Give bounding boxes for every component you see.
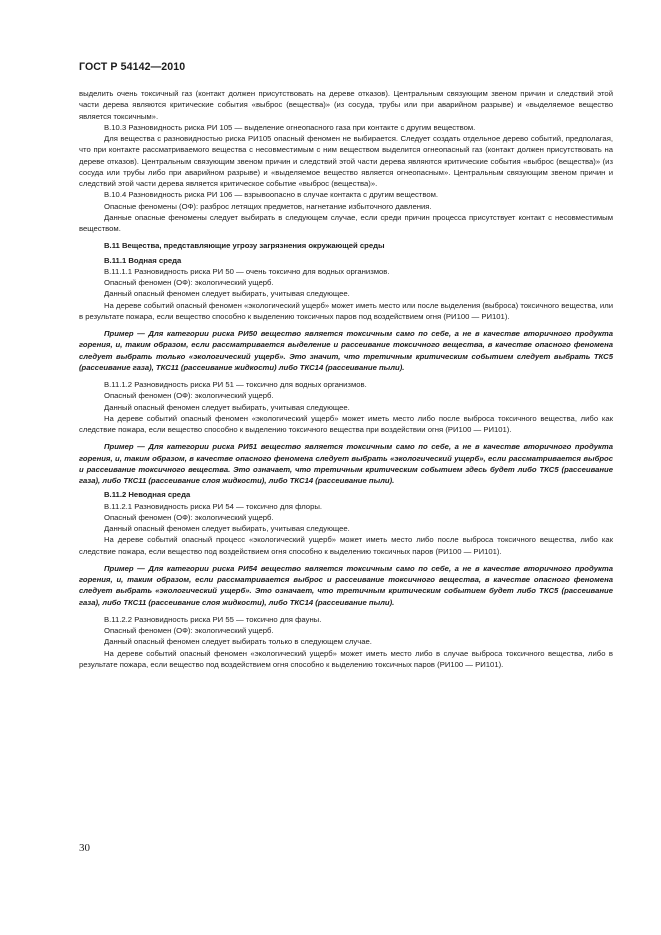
paragraph: В.11.1.2 Разновидность риска РИ 51 — токсично для водных организмов.	[104, 380, 367, 389]
paragraph: На дереве событий опасный феномен «экологический ущерб» может иметь место или после выделения (выброса) токсичного вещества, или в результате пожара, если вещество способно к выделению токсичных паров под воздействием огня (РИ100 — РИ101).	[79, 300, 613, 321]
paragraph: В.10.3 Разновидность риска РИ 105 — выделение огнеопасного газа при контакте с другим веществом.	[104, 122, 476, 132]
paragraph: Опасные феномены (ОФ): разброс летящих предметов, нагнетание избыточного давления.	[104, 201, 432, 211]
paragraph: Опасный феномен (ОФ): экологический ущерб.	[104, 626, 274, 635]
paragraph: выделить очень токсичный газ (контакт должен присутствовать на дереве отказов). Центральным связующим звеном причин и следствий этой части дерева являются критические события «выброс (вещества)» (из сосуда, трубы или при аварийном разрыве) и «выделяемое вещество является токсичным».	[79, 89, 613, 121]
paragraph: Для вещества с разновидностью риска РИ105 опасный феномен не выбирается. Следует создать отдельное дерево событий, предполагая, что при контакте рассматриваемого вещества с несовместимым с ним веществом выделится огнеопасный газ (контакт должен присутствовать на дереве отказов). Центральным связующим звеном причин и следствий этой части дерева являются критические события «выброс (вещества)» (из сосуда или трубы либо при аварийном разрыве) и «выделяемое вещество является огнеопасным». Центральным связующим звеном причин и следствий этой части дерева является критическое событие «выброс (вещества)».	[79, 134, 613, 188]
subsection-heading: В.11.1 Водная среда	[104, 255, 182, 265]
paragraph: В.11.1.1 Разновидность риска РИ 50 — очень токсично для водных организмов.	[104, 266, 390, 276]
paragraph: Данные опасные феномены следует выбирать в следующем случае, если среди причин процесса присутствует контакт с несовместимым веществом.	[79, 212, 613, 233]
subsection-heading: В.11.2 Неводная среда	[104, 490, 191, 500]
paragraph: В.11.2.2 Разновидность риска РИ 55 — токсично для фауны.	[104, 614, 322, 624]
section-heading: В.11 Вещества, представляющие угрозу загрязнения окружающей среды	[104, 241, 385, 251]
paragraph: В.10.4 Разновидность риска РИ 106 — взрывоопасно в случае контакта с другим веществом.	[104, 190, 439, 200]
document-header: ГОСТ Р 54142—2010	[79, 61, 186, 73]
paragraph: Данный опасный феномен следует выбирать, учитывая следующее.	[104, 524, 350, 533]
paragraph: В.11.2.1 Разновидность риска РИ 54 — токсично для флоры.	[104, 501, 323, 511]
paragraph: Данный опасный феномен следует выбирать, учитывая следующее.	[104, 289, 350, 299]
paragraph: Данный опасный феномен следует выбирать только в следующем случае.	[104, 637, 372, 647]
paragraph: Данный опасный феномен следует выбирать, учитывая следующее.	[104, 402, 350, 412]
document-body	[79, 88, 613, 670]
example-paragraph: Пример — Для категории риска РИ51 вещество является токсичным само по себе, а не в качестве вторичного продукта горения, и, таким образом, в качестве опасного феномена следует выбрать «экологический ущерб», если рассматривается выброс и рассеивание токсичного вещества. Это означает, что третичным критическим событием здесь будет либо ТКС5 (рассеивание газа), либо ТКС11 (рассеивание слоя жидкости), либо ТКС14 (рассеивание пыли).	[79, 442, 613, 485]
paragraph: На дереве событий опасный процесс «экологический ущерб» может иметь место либо после выброса токсичного вещества, либо как следствие пожара, если вещество под воздействием огня способно к выделению токсичных паров (РИ100 — РИ101).	[79, 535, 613, 556]
paragraph: Опасный феномен (ОФ): экологический ущерб.	[104, 512, 274, 522]
paragraph: На дереве событий опасный феномен «экологический ущерб» может иметь место либо в случае выброса токсичного вещества, либо в результате пожара, если вещество под воздействием огня способно к выделению токсичных паров (РИ100 — РИ101).	[79, 648, 613, 669]
paragraph: Опасный феномен (ОФ): экологический ущерб.	[104, 391, 274, 401]
paragraph: Опасный феномен (ОФ): экологический ущерб.	[104, 278, 274, 287]
example-paragraph: Пример — Для категории риска РИ54 вещество является токсичным само по себе, а не в качестве вторичного продукта горения, и, таким образом, если рассматривается выброс и рассеивание токсичного вещества, в качестве опасного феномена следует выбрать «экологический ущерб». Это означает, что третичным критическим событием будет либо ТКС5 (рассеивание газа), либо ТКС11 (рассеивание слоя жидкости), либо ТКС14 (рассеивание пыли).	[79, 563, 613, 607]
example-paragraph: Пример — Для категории риска РИ50 вещество является токсичным само по себе, а не в качестве вторичного продукта горения, и, таким образом, если рассматривается выделение и рассеивание токсичного вещества, в качестве опасного феномена следует выбрать только «экологический ущерб». Это значит, что третичным критическим событием следует выбрать ТКС5 (рассеивание газа), ТКС11 (рассеивание жидкости) либо ТКС14 (рассеивание пыли).	[79, 329, 613, 372]
paragraph: На дереве событий опасный феномен «экологический ущерб» может иметь место либо после выброса токсичного вещества, либо как следствие пожара, если вещество способно к выделению токсичного вещества при воздействии огня (РИ100 — РИ101).	[79, 413, 613, 434]
page-number: 30	[79, 842, 90, 854]
